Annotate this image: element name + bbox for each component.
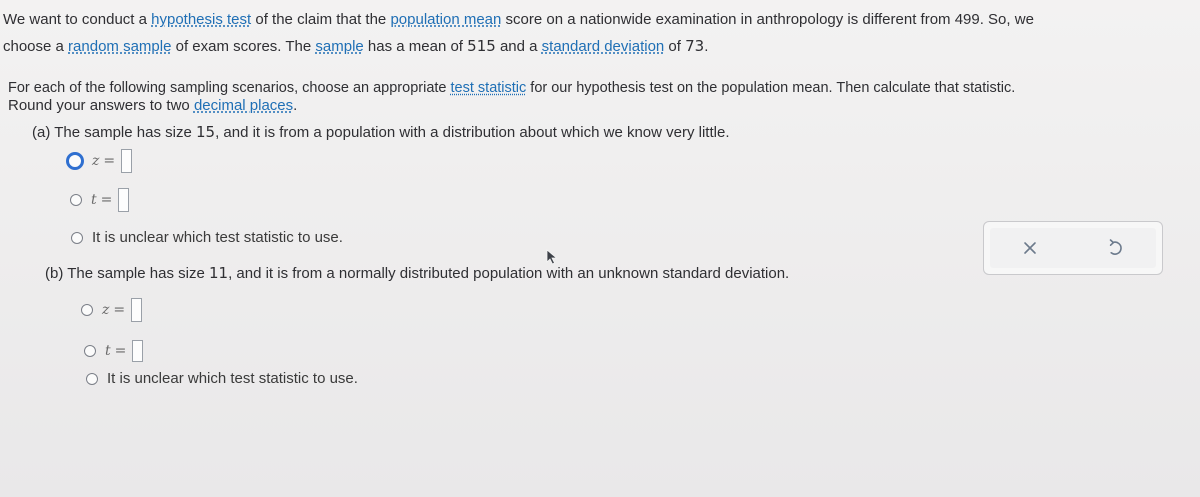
clear-button[interactable] — [1018, 236, 1042, 260]
z-equation-label — [102, 302, 125, 318]
intro-text: . — [704, 38, 709, 55]
part-b-option-t[interactable] — [84, 340, 143, 362]
part-b-prompt — [45, 264, 789, 283]
part-a-option-z[interactable] — [66, 149, 132, 173]
part-b-unclear-label: It is unclear which test statistic to use. — [107, 370, 358, 387]
part-b-option-z[interactable] — [81, 298, 142, 322]
sample-link[interactable]: sample — [315, 38, 364, 55]
part-b-unclear-radio[interactable] — [86, 373, 98, 385]
instructions-text: for our hypothesis test on the population mean. Then calculate that statistic. — [526, 80, 1016, 96]
part-a-z-radio[interactable] — [66, 152, 84, 170]
part-b-text: , and it is from a normally distributed population with an unknown standard deviation. — [228, 265, 790, 282]
sample-sd-value: 73 — [685, 37, 705, 55]
instructions-text: . — [293, 97, 298, 114]
intro-text: has a mean of — [363, 38, 468, 55]
instructions-text: Round your answers to two — [8, 97, 194, 114]
part-b-z-answer-input[interactable] — [131, 298, 142, 322]
part-a-option-t[interactable] — [70, 188, 129, 212]
z-variable: z — [92, 153, 100, 169]
intro-text: of the claim that the — [251, 11, 391, 28]
test-statistic-link[interactable]: test statistic — [450, 80, 527, 96]
standard-deviation-link[interactable]: standard deviation — [541, 38, 665, 55]
intro-text: and a — [495, 38, 542, 55]
part-b-t-radio[interactable] — [84, 345, 96, 357]
intro-line-2 — [3, 37, 708, 56]
part-a-unclear-radio[interactable] — [71, 232, 83, 244]
equals-sign: = — [113, 302, 126, 318]
undo-button[interactable] — [1104, 236, 1128, 260]
undo-icon — [1104, 236, 1128, 260]
part-a-t-answer-input[interactable] — [118, 188, 129, 212]
sample-mean-value: 515 — [467, 37, 496, 55]
intro-text: score on a nationwide examination in anthropology is different from 499. So, we — [501, 11, 1034, 28]
part-a-text: , and it is from a population with a distribution about which we know very little. — [215, 124, 730, 141]
equals-sign: = — [114, 343, 127, 359]
z-equation-label — [92, 153, 115, 169]
hypothesis-test-link[interactable]: hypothesis test — [151, 11, 252, 28]
part-b-option-unclear[interactable] — [86, 370, 358, 387]
intro-text: We want to conduct a — [3, 11, 152, 28]
part-b-sample-size: 11 — [208, 264, 229, 282]
answer-toolbar — [983, 221, 1163, 275]
intro-text: of — [664, 38, 686, 55]
z-variable: z — [102, 302, 110, 318]
part-a-t-radio[interactable] — [70, 194, 82, 206]
intro-text: of exam scores. The — [171, 38, 316, 55]
equals-sign: = — [100, 192, 113, 208]
part-b-z-radio[interactable] — [81, 304, 93, 316]
toolbar-surface — [990, 228, 1156, 268]
part-b-t-answer-input[interactable] — [132, 340, 143, 362]
intro-line-1 — [3, 11, 1034, 29]
part-a-prompt — [32, 123, 730, 142]
part-a-sample-size: 15 — [195, 123, 216, 141]
instructions-line-1 — [8, 79, 1015, 97]
t-variable: t — [91, 192, 97, 208]
part-a-unclear-label: It is unclear which test statistic to use. — [92, 229, 343, 246]
part-a-option-unclear[interactable] — [71, 229, 343, 246]
t-equation-label — [105, 343, 126, 359]
t-equation-label — [91, 192, 112, 208]
instructions-line-2 — [8, 97, 297, 115]
instructions-text: For each of the following sampling scenarios, choose an appropriate — [8, 80, 451, 96]
close-icon — [1018, 236, 1042, 260]
part-b-text: (b) The sample has size — [45, 265, 209, 282]
random-sample-link[interactable]: random sample — [68, 38, 172, 55]
population-mean-link[interactable]: population mean — [390, 11, 502, 28]
mouse-cursor-icon — [546, 249, 560, 265]
intro-text: choose a — [3, 38, 69, 55]
part-a-z-answer-input[interactable] — [121, 149, 132, 173]
part-a-text: (a) The sample has size — [32, 124, 196, 141]
equals-sign: = — [103, 153, 116, 169]
decimal-places-link[interactable]: decimal places — [193, 97, 294, 114]
t-variable: t — [105, 343, 111, 359]
